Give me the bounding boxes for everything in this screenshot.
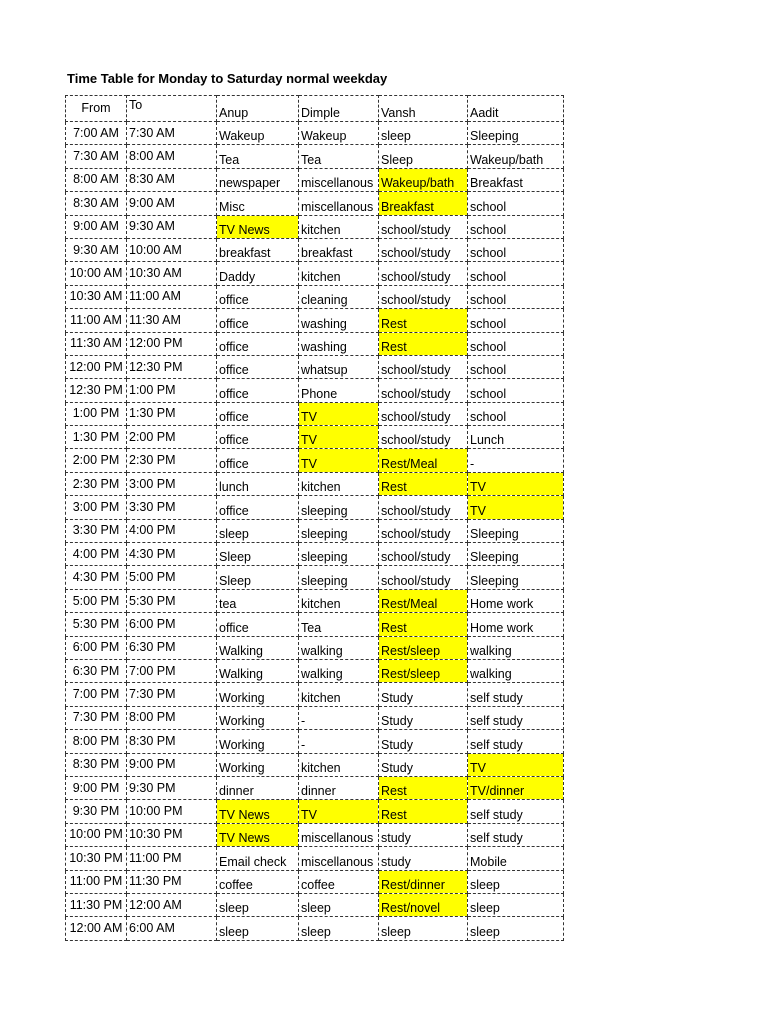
- from-cell: 4:30 PM: [66, 566, 127, 589]
- aadit-cell: self study: [468, 800, 564, 823]
- to-cell: 12:00 AM: [127, 893, 217, 916]
- from-cell: 7:30 AM: [66, 145, 127, 168]
- to-cell: 3:30 PM: [127, 496, 217, 519]
- vansh-cell: Rest: [379, 309, 468, 332]
- anup-cell: tea: [217, 589, 299, 612]
- from-cell: 5:00 PM: [66, 589, 127, 612]
- vansh-cell: school/study: [379, 379, 468, 402]
- table-row: [66, 613, 564, 636]
- anup-cell: Misc: [217, 192, 299, 215]
- vansh-cell: school/study: [379, 543, 468, 566]
- vansh-cell: Breakfast: [379, 192, 468, 215]
- dimple-cell: sleep: [299, 917, 379, 940]
- dimple-cell: -: [299, 706, 379, 729]
- dimple-cell: -: [299, 730, 379, 753]
- dimple-cell: sleeping: [299, 543, 379, 566]
- dimple-cell: Tea: [299, 613, 379, 636]
- from-cell: 1:30 PM: [66, 426, 127, 449]
- dimple-cell: Tea: [299, 145, 379, 168]
- anup-cell: sleep: [217, 519, 299, 542]
- aadit-cell: TV: [468, 496, 564, 519]
- anup-cell: office: [217, 332, 299, 355]
- from-cell: 8:30 PM: [66, 753, 127, 776]
- from-cell: 7:00 PM: [66, 683, 127, 706]
- anup-cell: newspaper: [217, 168, 299, 191]
- aadit-cell: school: [468, 238, 564, 261]
- anup-cell: lunch: [217, 472, 299, 495]
- table-row: [66, 589, 564, 612]
- aadit-cell: Wakeup/bath: [468, 145, 564, 168]
- aadit-cell: Mobile: [468, 847, 564, 870]
- vansh-cell: school/study: [379, 496, 468, 519]
- dimple-cell: TV: [299, 402, 379, 425]
- vansh-cell: school/study: [379, 262, 468, 285]
- aadit-cell: Breakfast: [468, 168, 564, 191]
- vansh-cell: Sleep: [379, 145, 468, 168]
- vansh-cell: school/study: [379, 238, 468, 261]
- table-row: [66, 402, 564, 425]
- table-row: [66, 917, 564, 940]
- anup-cell: Daddy: [217, 262, 299, 285]
- aadit-cell: Home work: [468, 613, 564, 636]
- anup-cell: Sleep: [217, 543, 299, 566]
- from-cell: 11:30 AM: [66, 332, 127, 355]
- table-row: [66, 636, 564, 659]
- aadit-cell: TV: [468, 472, 564, 495]
- dimple-cell: kitchen: [299, 472, 379, 495]
- aadit-cell: self study: [468, 823, 564, 846]
- dimple-cell: walking: [299, 659, 379, 682]
- vansh-cell: sleep: [379, 917, 468, 940]
- vansh-cell: Rest/novel: [379, 893, 468, 916]
- vansh-cell: Rest/dinner: [379, 870, 468, 893]
- from-cell: 5:30 PM: [66, 613, 127, 636]
- dimple-cell: sleeping: [299, 566, 379, 589]
- dimple-cell: washing: [299, 309, 379, 332]
- dimple-cell: sleeping: [299, 519, 379, 542]
- anup-cell: office: [217, 449, 299, 472]
- to-cell: 10:30 PM: [127, 823, 217, 846]
- aadit-cell: walking: [468, 636, 564, 659]
- dimple-cell: walking: [299, 636, 379, 659]
- to-cell: 9:00 PM: [127, 753, 217, 776]
- from-cell: 4:00 PM: [66, 543, 127, 566]
- anup-cell: office: [217, 309, 299, 332]
- table-row: [66, 145, 564, 168]
- dimple-cell: miscellanous: [299, 168, 379, 191]
- table-row: [66, 426, 564, 449]
- from-cell: 11:00 PM: [66, 870, 127, 893]
- anup-cell: Working: [217, 706, 299, 729]
- header-from: From: [66, 96, 127, 122]
- vansh-cell: Rest: [379, 332, 468, 355]
- to-cell: 1:00 PM: [127, 379, 217, 402]
- anup-cell: Sleep: [217, 566, 299, 589]
- anup-cell: sleep: [217, 893, 299, 916]
- dimple-cell: miscellanous: [299, 823, 379, 846]
- dimple-cell: cleaning: [299, 285, 379, 308]
- from-cell: 9:30 PM: [66, 800, 127, 823]
- header-vansh: Vansh: [379, 96, 468, 122]
- aadit-cell: Sleeping: [468, 543, 564, 566]
- to-cell: 6:00 PM: [127, 613, 217, 636]
- vansh-cell: school/study: [379, 426, 468, 449]
- table-row: [66, 168, 564, 191]
- dimple-cell: dinner: [299, 776, 379, 799]
- dimple-cell: coffee: [299, 870, 379, 893]
- from-cell: 11:30 PM: [66, 893, 127, 916]
- vansh-cell: school/study: [379, 402, 468, 425]
- to-cell: 2:30 PM: [127, 449, 217, 472]
- aadit-cell: school: [468, 285, 564, 308]
- from-cell: 10:00 PM: [66, 823, 127, 846]
- vansh-cell: Rest/sleep: [379, 636, 468, 659]
- aadit-cell: Home work: [468, 589, 564, 612]
- to-cell: 10:00 AM: [127, 238, 217, 261]
- header-anup: Anup: [217, 96, 299, 122]
- to-cell: 11:00 PM: [127, 847, 217, 870]
- table-row: [66, 472, 564, 495]
- aadit-cell: self study: [468, 706, 564, 729]
- anup-cell: office: [217, 355, 299, 378]
- dimple-cell: TV: [299, 800, 379, 823]
- table-row: [66, 893, 564, 916]
- to-cell: 7:00 PM: [127, 659, 217, 682]
- aadit-cell: Sleeping: [468, 519, 564, 542]
- table-row: [66, 262, 564, 285]
- to-cell: 8:30 PM: [127, 730, 217, 753]
- vansh-cell: study: [379, 847, 468, 870]
- aadit-cell: school: [468, 402, 564, 425]
- to-cell: 9:30 AM: [127, 215, 217, 238]
- vansh-cell: Rest: [379, 472, 468, 495]
- vansh-cell: Rest: [379, 776, 468, 799]
- vansh-cell: school/study: [379, 519, 468, 542]
- page-title: Time Table for Monday to Saturday normal weekday: [67, 71, 388, 86]
- from-cell: 3:00 PM: [66, 496, 127, 519]
- header-dimple: Dimple: [299, 96, 379, 122]
- aadit-cell: walking: [468, 659, 564, 682]
- table-row: [66, 706, 564, 729]
- table-row: [66, 566, 564, 589]
- from-cell: 10:00 AM: [66, 262, 127, 285]
- to-cell: 6:00 AM: [127, 917, 217, 940]
- table-row: [66, 823, 564, 846]
- aadit-cell: sleep: [468, 893, 564, 916]
- from-cell: 9:00 AM: [66, 215, 127, 238]
- anup-cell: office: [217, 613, 299, 636]
- dimple-cell: miscellanous: [299, 847, 379, 870]
- anup-cell: office: [217, 426, 299, 449]
- anup-cell: coffee: [217, 870, 299, 893]
- anup-cell: office: [217, 285, 299, 308]
- aadit-cell: TV/dinner: [468, 776, 564, 799]
- vansh-cell: Rest: [379, 800, 468, 823]
- aadit-cell: -: [468, 449, 564, 472]
- from-cell: 10:30 PM: [66, 847, 127, 870]
- dimple-cell: kitchen: [299, 262, 379, 285]
- from-cell: 3:30 PM: [66, 519, 127, 542]
- to-cell: 8:30 AM: [127, 168, 217, 191]
- dimple-cell: breakfast: [299, 238, 379, 261]
- table-row: [66, 449, 564, 472]
- vansh-cell: school/study: [379, 285, 468, 308]
- dimple-cell: whatsup: [299, 355, 379, 378]
- dimple-cell: kitchen: [299, 215, 379, 238]
- vansh-cell: study: [379, 823, 468, 846]
- table-row: [66, 519, 564, 542]
- table-row: [66, 800, 564, 823]
- anup-cell: office: [217, 379, 299, 402]
- dimple-cell: sleep: [299, 893, 379, 916]
- anup-cell: Walking: [217, 659, 299, 682]
- table-row: [66, 332, 564, 355]
- from-cell: 8:30 AM: [66, 192, 127, 215]
- table-row: [66, 543, 564, 566]
- dimple-cell: washing: [299, 332, 379, 355]
- table-row: [66, 870, 564, 893]
- anup-cell: TV News: [217, 800, 299, 823]
- table-row: [66, 379, 564, 402]
- dimple-cell: kitchen: [299, 589, 379, 612]
- to-cell: 3:00 PM: [127, 472, 217, 495]
- from-cell: 12:00 AM: [66, 917, 127, 940]
- aadit-cell: TV: [468, 753, 564, 776]
- dimple-cell: TV: [299, 426, 379, 449]
- to-cell: 4:30 PM: [127, 543, 217, 566]
- table-row: [66, 285, 564, 308]
- from-cell: 7:00 AM: [66, 122, 127, 145]
- aadit-cell: school: [468, 355, 564, 378]
- to-cell: 12:30 PM: [127, 355, 217, 378]
- aadit-cell: school: [468, 215, 564, 238]
- to-cell: 5:30 PM: [127, 589, 217, 612]
- to-cell: 11:00 AM: [127, 285, 217, 308]
- dimple-cell: TV: [299, 449, 379, 472]
- vansh-cell: Rest/Meal: [379, 449, 468, 472]
- table-row: [66, 355, 564, 378]
- anup-cell: sleep: [217, 917, 299, 940]
- from-cell: 2:00 PM: [66, 449, 127, 472]
- from-cell: 9:00 PM: [66, 776, 127, 799]
- from-cell: 1:00 PM: [66, 402, 127, 425]
- table-row: [66, 730, 564, 753]
- anup-cell: Working: [217, 683, 299, 706]
- from-cell: 2:30 PM: [66, 472, 127, 495]
- vansh-cell: Study: [379, 706, 468, 729]
- table-row: [66, 122, 564, 145]
- from-cell: 11:00 AM: [66, 309, 127, 332]
- to-cell: 4:00 PM: [127, 519, 217, 542]
- aadit-cell: Sleeping: [468, 566, 564, 589]
- aadit-cell: school: [468, 379, 564, 402]
- table-row: [66, 776, 564, 799]
- header-row: [66, 96, 564, 122]
- aadit-cell: sleep: [468, 870, 564, 893]
- vansh-cell: Rest: [379, 613, 468, 636]
- to-cell: 12:00 PM: [127, 332, 217, 355]
- table-row: [66, 659, 564, 682]
- aadit-cell: school: [468, 332, 564, 355]
- from-cell: 9:30 AM: [66, 238, 127, 261]
- to-cell: 8:00 AM: [127, 145, 217, 168]
- dimple-cell: kitchen: [299, 753, 379, 776]
- table-row: [66, 753, 564, 776]
- vansh-cell: Rest/Meal: [379, 589, 468, 612]
- aadit-cell: school: [468, 262, 564, 285]
- to-cell: 9:30 PM: [127, 776, 217, 799]
- anup-cell: Working: [217, 753, 299, 776]
- to-cell: 1:30 PM: [127, 402, 217, 425]
- vansh-cell: school/study: [379, 355, 468, 378]
- to-cell: 11:30 PM: [127, 870, 217, 893]
- table-row: [66, 847, 564, 870]
- dimple-cell: sleeping: [299, 496, 379, 519]
- from-cell: 8:00 PM: [66, 730, 127, 753]
- aadit-cell: self study: [468, 730, 564, 753]
- table-row: [66, 238, 564, 261]
- to-cell: 2:00 PM: [127, 426, 217, 449]
- anup-cell: Email check: [217, 847, 299, 870]
- from-cell: 6:00 PM: [66, 636, 127, 659]
- vansh-cell: Wakeup/bath: [379, 168, 468, 191]
- aadit-cell: school: [468, 309, 564, 332]
- to-cell: 7:30 AM: [127, 122, 217, 145]
- anup-cell: TV News: [217, 823, 299, 846]
- from-cell: 7:30 PM: [66, 706, 127, 729]
- from-cell: 10:30 AM: [66, 285, 127, 308]
- vansh-cell: sleep: [379, 122, 468, 145]
- from-cell: 8:00 AM: [66, 168, 127, 191]
- dimple-cell: miscellanous: [299, 192, 379, 215]
- from-cell: 12:00 PM: [66, 355, 127, 378]
- to-cell: 6:30 PM: [127, 636, 217, 659]
- header-to: To: [127, 96, 217, 122]
- vansh-cell: Study: [379, 683, 468, 706]
- from-cell: 12:30 PM: [66, 379, 127, 402]
- anup-cell: office: [217, 496, 299, 519]
- anup-cell: Tea: [217, 145, 299, 168]
- timetable: [65, 95, 564, 941]
- aadit-cell: sleep: [468, 917, 564, 940]
- to-cell: 7:30 PM: [127, 683, 217, 706]
- from-cell: 6:30 PM: [66, 659, 127, 682]
- aadit-cell: Sleeping: [468, 122, 564, 145]
- aadit-cell: Lunch: [468, 426, 564, 449]
- to-cell: 10:00 PM: [127, 800, 217, 823]
- vansh-cell: school/study: [379, 215, 468, 238]
- vansh-cell: Rest/sleep: [379, 659, 468, 682]
- dimple-cell: Phone: [299, 379, 379, 402]
- aadit-cell: school: [468, 192, 564, 215]
- to-cell: 8:00 PM: [127, 706, 217, 729]
- table-row: [66, 215, 564, 238]
- to-cell: 10:30 AM: [127, 262, 217, 285]
- table-row: [66, 683, 564, 706]
- to-cell: 9:00 AM: [127, 192, 217, 215]
- anup-cell: Wakeup: [217, 122, 299, 145]
- dimple-cell: kitchen: [299, 683, 379, 706]
- anup-cell: TV News: [217, 215, 299, 238]
- anup-cell: Working: [217, 730, 299, 753]
- vansh-cell: Study: [379, 730, 468, 753]
- anup-cell: Walking: [217, 636, 299, 659]
- table-row: [66, 192, 564, 215]
- anup-cell: dinner: [217, 776, 299, 799]
- aadit-cell: self study: [468, 683, 564, 706]
- table-row: [66, 309, 564, 332]
- anup-cell: office: [217, 402, 299, 425]
- to-cell: 11:30 AM: [127, 309, 217, 332]
- table-row: [66, 496, 564, 519]
- dimple-cell: Wakeup: [299, 122, 379, 145]
- anup-cell: breakfast: [217, 238, 299, 261]
- header-aadit: Aadit: [468, 96, 564, 122]
- to-cell: 5:00 PM: [127, 566, 217, 589]
- vansh-cell: school/study: [379, 566, 468, 589]
- vansh-cell: Study: [379, 753, 468, 776]
